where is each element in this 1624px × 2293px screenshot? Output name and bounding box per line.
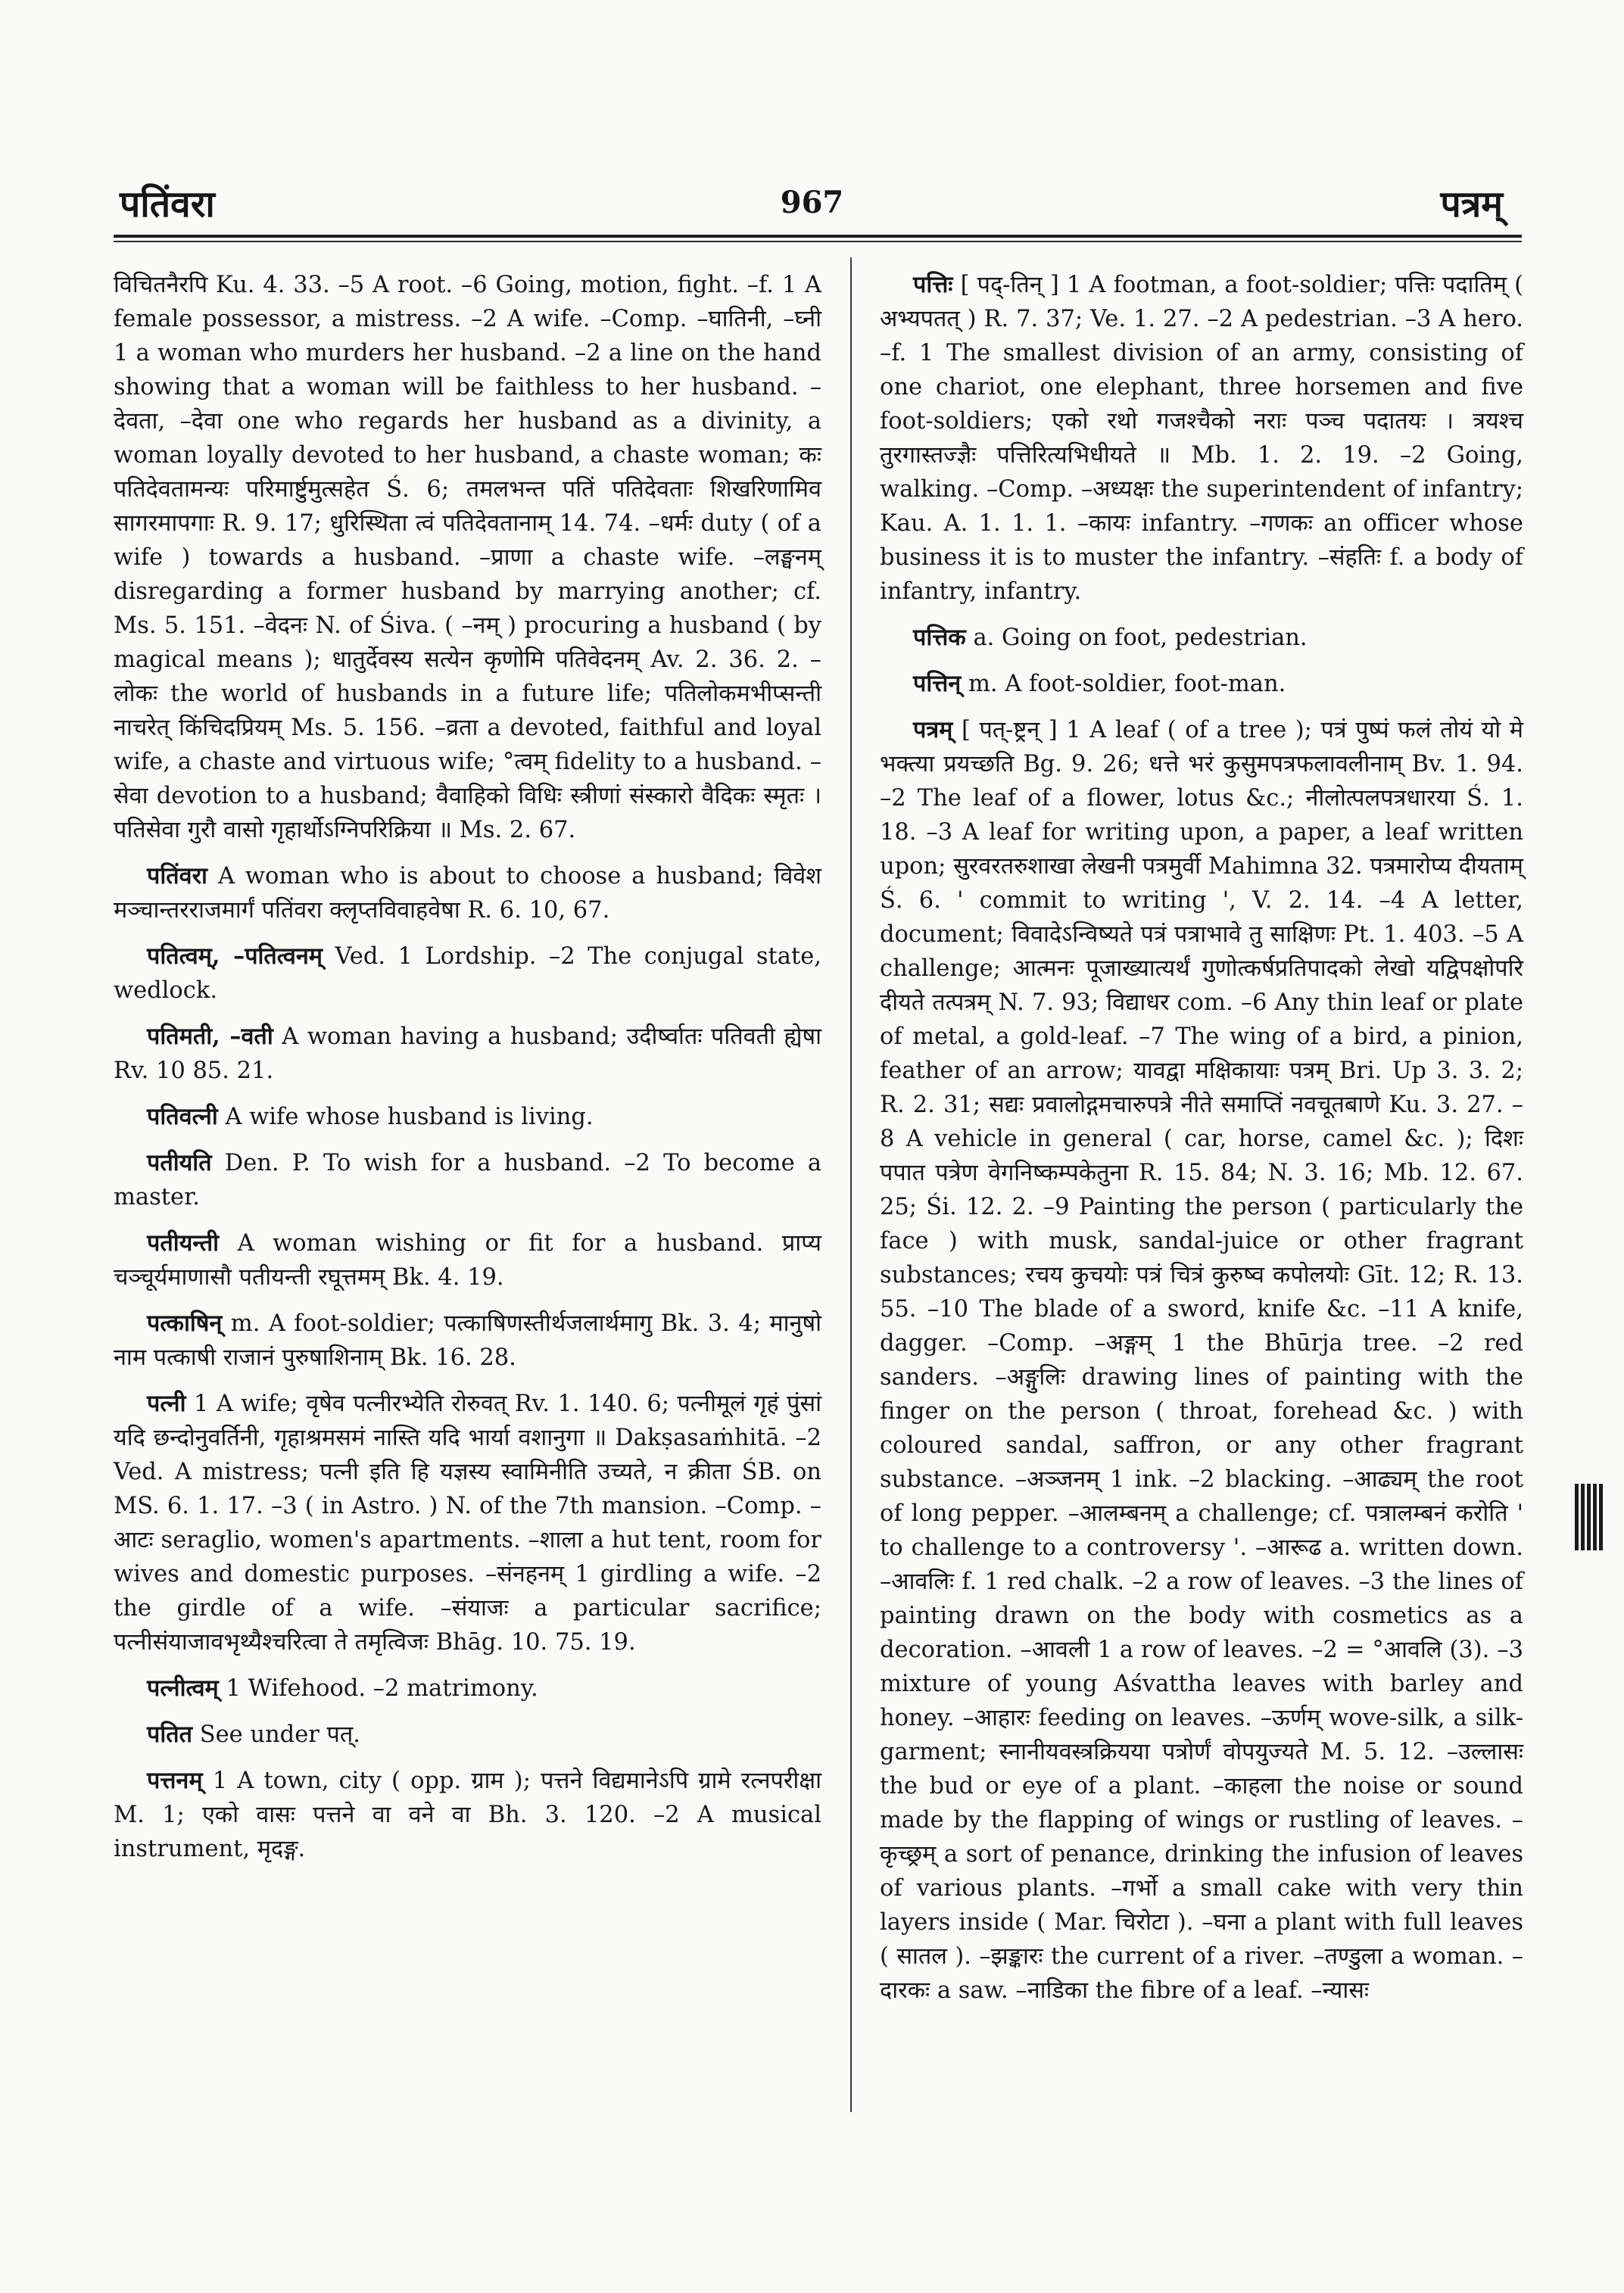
entry-text: [ पत्-ष्ट्रन् ] 1 A leaf ( of a tree ); पत्रं पुष्पं फलं तोयं यो मे भक्त्या प्रयच्छति Bg. 9. 26; धत्ते भरं कुसुमपत्रफलावलीनाम् Bv. 1. 94. –2 The leaf of a flower, lotus &c.; नीलोत्पलपत्रधारया Ś. 1. 18. –3 A leaf for writing upon, a paper, a leaf written upon; सुरवरतरुशाखा लेखनी पत्रमुर्वी Mahimna 32. पत्रमारोप्य दीयताम् Ś. 6. ' commit to writing ', V. 2. 14. –4 A letter, document; विवादेऽन्विष्यते पत्रं पत्राभावे तु साक्षिणः Pt. 1. 403. –5 A challenge; आत्मनः पूजाख्यात्यर्थं गुणोत्कर्षप्रतिपादको लेखो यद्विपक्षोपरि दीयते तत्पत्रम् N. 7. 93; विद्याधर com. –6 Any thin leaf or plate of metal, a gold-leaf. –7 The wing of a bird, a pinion, feather of an arrow; यावद्वा मक्षिकायाः पत्रम् Bri. Up 3. 3. 2; R. 2. 31; सद्यः प्रवालोद्गमचारुपत्रे नीते समाप्तिं नवचूतबाणे Ku. 3. 27. –8 A vehicle in general ( car, horse, camel &c. ); दिशः पपात पत्रेण वेगनिष्कम्पकेतुना R. 15. 84; N. 3. 16; Mb. 12. 67. 25; Śi. 12. 2. –9 Painting the person ( particularly the face ) with musk, sandal-juice or other fragrant substances; रचय कुचयोः पत्रं चित्रं कुरुष्व कपोलयोः Gīt. 12; R. 13. 55. –10 The blade of a sword, knife &c. –11 A knife, dagger. –Comp. –अङ्गम् 1 the Bhūrja tree. –2 red sanders. –अङ्गुलिः drawing lines of painting with the finger on the person ( throat, forehead &c. ) with coloured sandal, saffron, or any other fragrant substance. –अञ्जनम् 1 ink. –2 blacking. –आढ्यम् the root of long pepper. –आलम्बनम् a challenge; cf. पत्रालम्बनं करोति ' to challenge to a controversy '. –आरूढ a. written down. –आवलिः f. 1 red chalk. –2 a row of leaves. –3 the lines of painting drawn on the body with cosmetics as a decoration. –आवली 1 a row of leaves. –2 = °आवलि (3). –3 mixture of young Aśvattha leaves with barley and honey. –आहारः feeding on leaves. –ऊर्णम् wove-silk, a silk-garment; स्नानीयवस्त्रक्रियया पत्रोर्णं वोपयुज्यते M. 5. 12. –उल्लासः the bud or eye of a plant. –काहला the noise or sound made by the flapping of wings or rustling of leaves. –कृच्छ्रम् a sort of penance, drinking the infusion of leaves of various plants. –गर्भो a small cake with very thin layers inside ( Mar. चिरोटा ). –घना a plant with full leaves ( सातल ). –झङ्कारः the current of a river. –तण्डुला a woman. –दारकः a saw. –नाडिका the fibre of a leaf. –न्यासः [880, 717, 1523, 2004]
entry-text: a. Going on foot, pedestrian. [973, 625, 1308, 651]
dictionary-entry [114, 1020, 821, 1088]
entry-text: Den. P. To wish for a husband. –2 To become a master. [114, 1150, 821, 1210]
entry-text: 1 A town, city ( opp. ग्राम ); पत्तने विद्यमानेऽपि ग्रामे रत्नपरीक्षा M. 1; एको वासः पत्तने वा वने वा Bh. 3. 120. –2 A musical instrument, मृदङ्ग. [114, 1768, 821, 1862]
dictionary-entry [114, 1226, 821, 1294]
entry-headword: पतीयति [147, 1149, 212, 1176]
entry-headword: पतिमती, –वती [147, 1023, 273, 1050]
entry-text: m. A foot-soldier, foot-man. [968, 671, 1286, 697]
entry-headword: पतिवत्नी [147, 1103, 218, 1130]
dictionary-entry [114, 1387, 821, 1659]
left-column [114, 268, 821, 1878]
entry-text: See under पत्. [199, 1721, 360, 1748]
dictionary-entry [880, 621, 1523, 655]
entry-text: विचितनैरपि Ku. 4. 33. –5 A root. –6 Going, motion, fight. –f. 1 A female possessor, a mistress. –2 A wife. –Comp. –घातिनी, –घ्नी 1 a woman who murders her husband. –2 a line on the hand showing that a woman will be faithless to her husband. –देवता, –देवा one who regards her husband as a divinity, a woman loyally devoted to her husband, a chaste woman; कः पतिदेवतामन्यः परिमार्ष्टुमुत्सहेत Ś. 6; तमलभन्त पतिं पतिदेवताः शिखरिणामिव सागरमापगाः R. 9. 17; धुरिस्थिता त्वं पतिदेवतानाम् 14. 74. –धर्मः duty ( of a wife ) towards a husband. –प्राणा a chaste wife. –लङ्घनम् disregarding a former husband by marrying another; cf. Ms. 5. 151. –वेदनः N. of Śiva. ( –नम् ) procuring a husband ( by magical means ); धातुर्देवस्य सत्येन कृणोमि पतिवेदनम् Av. 2. 36. 2. –लोकः the world of husbands in a future life; पतिलोकमभीप्सन्ती नाचरेत् किंचिदप्रियम् Ms. 5. 156. –व्रता a devoted, faithful and loyal wife, a chaste and virtuous wife; °त्वम् fidelity to a husband. –सेवा devotion to a husband; वैवाहिको विधिः स्त्रीणां संस्कारो वैदिकः स्मृतः । पतिसेवा गुरौ वासो गृहार्थोऽग्निपरिक्रिया ॥ Ms. 2. 67. [114, 272, 821, 843]
dictionary-entry [114, 1146, 821, 1214]
dictionary-entry [114, 268, 821, 847]
entry-text: 1 Wifehood. –2 matrimony. [226, 1675, 538, 1702]
entry-headword: पत्तिन् [913, 670, 962, 697]
dictionary-entry [114, 1671, 821, 1706]
right-running-head: पत्रम् [1440, 183, 1503, 226]
dictionary-entry [114, 1307, 821, 1375]
entry-headword: पतिंवरा [147, 862, 207, 889]
dictionary-entry [114, 1100, 821, 1134]
entry-headword: पत्रम् [913, 716, 953, 743]
dictionary-entry [114, 1718, 821, 1752]
entry-text: [ पद्-तिन् ] 1 A footman, a foot-soldier; पत्तिः पदातिम् ( अभ्यपतत् ) R. 7. 37; Ve. 1. 27. –2 A pedestrian. –3 A hero. –f. 1 The smallest division of an army, consisting of one chariot, one elephant, three horsemen and five foot-soldiers; एको रथो गजश्चैको नराः पञ्च पदातयः । त्रयश्च तुरगास्तज्ज्ञैः पत्तिरित्यभिधीयते ॥ Mb. 1. 2. 19. –2 Going, walking. –Comp. –अध्यक्षः the superintendent of infantry; Kau. A. 1. 1. 1. –कायः infantry. –गणकः an officer whose business it is to muster the infantry. –संहतिः f. a body of infantry, infantry. [880, 272, 1523, 605]
entry-headword: पतित्वम्, –पतित्वनम् [147, 942, 323, 970]
column-divider [850, 257, 852, 2112]
entry-text: A wife whose husband is living. [225, 1104, 594, 1130]
entry-text: A woman wishing or fit for a husband. प्राप्य चञ्चूर्यमाणासौ पतीयन्ती रघूत्तमम् Bk. 4. 19. [114, 1230, 821, 1291]
dictionary-entry [880, 713, 1523, 2008]
entry-headword: पत्नी [147, 1390, 186, 1417]
page-number: 967 [780, 185, 844, 220]
entry-headword: पतीयन्ती [147, 1229, 219, 1257]
entry-headword: पत्काषिन् [147, 1310, 223, 1337]
entry-text: Ved. 1 Lordship. –2 The conjugal state, wedlock. [114, 943, 821, 1004]
dictionary-entry [880, 268, 1523, 609]
dictionary-entry [114, 859, 821, 927]
entry-headword: पत्नीत्वम् [147, 1675, 219, 1702]
entry-text: A woman who is about to choose a husband; विवेश मञ्चान्तरराजमार्गं पतिंवरा क्लृप्तविवाहवेषा R. 6. 10, 67. [114, 863, 822, 924]
thumb-index-tab [1575, 1484, 1604, 1550]
entry-text: 1 A wife; वृषेव पत्नीरभ्येति रोरुवत् Rv. 1. 140. 6; पत्नीमूलं गृहं पुंसां यदि छन्दोनुवर्तिनी, गृहाश्रमसमं नास्ति यदि भार्या वशानुगा ॥ Dakṣasaṁhitā. –2 Ved. A mistress; पत्नी इति हि यज्ञस्य स्वामिनीति उच्यते, न क्रीता ŚB. on MS. 6. 1. 17. –3 ( in Astro. ) N. of the 7th mansion. –Comp. –आटः seraglio, women's apartments. –शाला a hut tent, room for wives and domestic purposes. –संनहनम् 1 girdling a wife. –2 the girdle of a wife. –संयाजः a particular sacrifice; पत्नीसंयाजावभृथ्यैश्चरित्वा ते तमृत्विजः Bhāg. 10. 75. 19. [114, 1391, 821, 1656]
entry-headword: पत्तनम् [147, 1767, 203, 1794]
entry-headword: पत्तिः [913, 271, 953, 298]
entry-headword: पत्तिक [913, 624, 966, 651]
dictionary-entry [114, 939, 821, 1008]
entry-text: A woman having a husband; उदीर्ष्वातः पतिवती ह्येषा Rv. 10 85. 21. [114, 1023, 821, 1084]
left-running-head: पतिंवरा [120, 183, 215, 226]
right-column [880, 268, 1523, 2020]
header-rule-thick [114, 235, 1522, 238]
entry-text: m. A foot-soldier; पत्काषिणस्तीर्थजलार्थमागु Bk. 3. 4; मानुषो नाम पत्काषी राजानं पुरुषाशिनाम् Bk. 16. 28. [114, 1310, 821, 1371]
header-rule-thin [114, 241, 1522, 242]
dictionary-entry [114, 1764, 821, 1866]
dictionary-entry [880, 667, 1523, 701]
entry-headword: पतित [147, 1721, 192, 1748]
